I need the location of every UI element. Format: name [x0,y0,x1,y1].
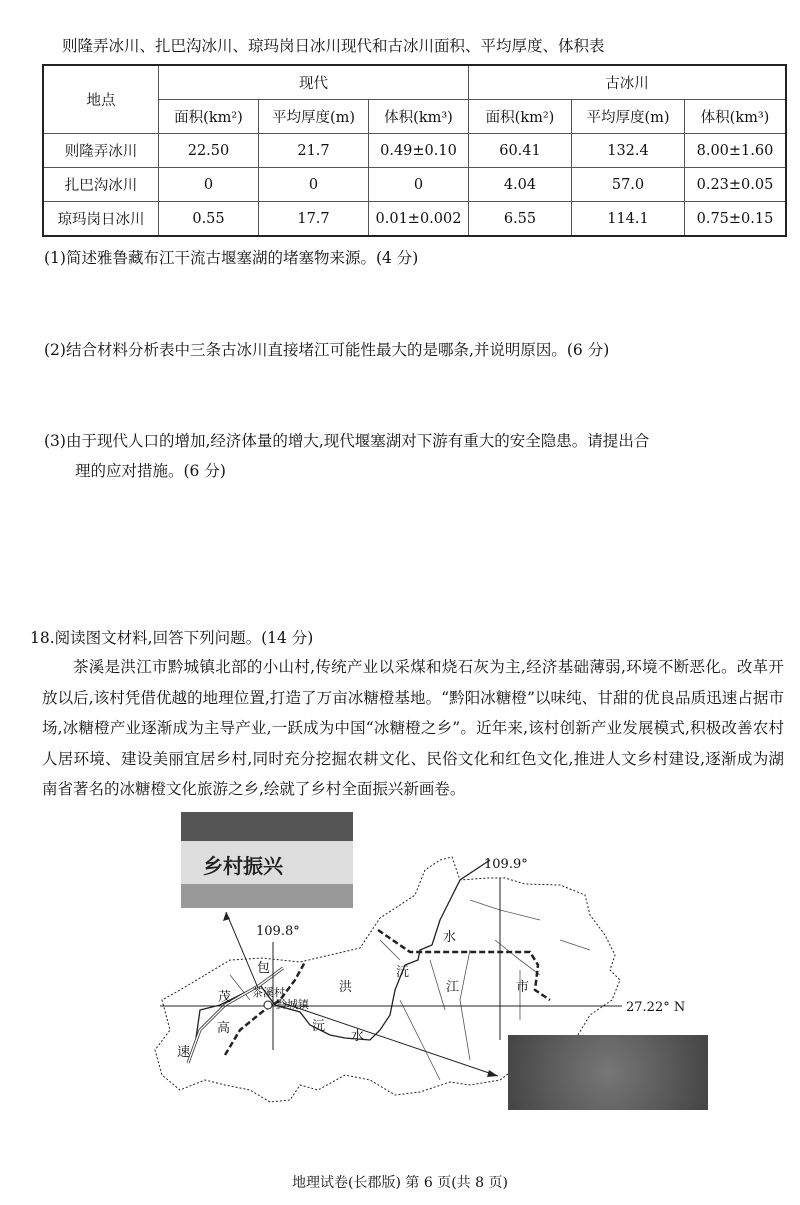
longitude-label-109-9: 109.9° [484,857,528,872]
subheader: 面积(km²) [469,100,572,134]
cell: 8.00±1.60 [685,134,787,168]
row-name: 琼玛岗日冰川 [43,202,159,237]
table-title: 则隆弄冰川、扎巴沟冰川、琼玛岗日冰川现代和古冰川面积、平均厚度、体积表 [62,37,605,55]
city-char: 洪 [339,980,353,995]
cell: 114.1 [572,202,685,237]
header-ancient: 古冰川 [469,65,787,100]
photo-orange-orchard [508,1035,708,1110]
row-name: 扎巴沟冰川 [43,168,159,202]
photo-rural-revitalization [181,812,353,908]
question-3-line2: 理的应对措施。(6 分) [75,462,226,480]
city-char: 江 [446,980,460,995]
cell: 0 [159,168,259,202]
cell: 0.01±0.002 [369,202,469,237]
cell: 0.75±0.15 [685,202,787,237]
village-label: 茶溪村 [252,986,285,999]
city-char: 市 [516,980,530,995]
town-marker [264,1001,272,1009]
expressway-char: 高 [217,1021,231,1036]
river-char: 水 [351,1029,365,1044]
cell: 0.55 [159,202,259,237]
header-location: 地点 [43,65,159,134]
town-label: 黔城镇 [276,998,309,1011]
subheader: 面积(km²) [159,100,259,134]
cell: 4.04 [469,168,572,202]
longitude-label-109-8: 109.8° [256,924,300,939]
photo-sign-text: 乡村振兴 [203,854,283,878]
cell: 57.0 [572,168,685,202]
question-18-heading: 18.阅读图文材料,回答下列问题。(14 分) [30,629,314,647]
subheader: 体积(km³) [685,100,787,134]
question-2: (2)结合材料分析表中三条古冰川直接堵江可能性最大的是哪条,并说明原因。(6 分) [44,341,610,359]
question-3-line1: (3)由于现代人口的增加,经济体量的增大,现代堰塞湖对下游有重大的安全隐患。请提出合 [44,432,650,450]
expressway-char: 速 [177,1045,191,1060]
cell: 22.50 [159,134,259,168]
cell: 21.7 [259,134,369,168]
river-char: 沅 [396,965,410,980]
subheader: 平均厚度(m) [259,100,369,134]
page-footer: 地理试卷(长郡版) 第 6 页(共 8 页) [292,1175,508,1191]
row-name: 则隆弄冰川 [43,134,159,168]
question-18-material: 茶溪是洪江市黔城镇北部的小山村,传统产业以采煤和烧石灰为主,经济基础薄弱,环境不断恶化。改革开放以后,该村凭借优越的地理位置,打造了万亩冰糖橙基地。“黔阳冰糖橙”以味纯、甘甜的优良品质迅速占据市场,冰糖橙产业逐渐成为主导产业,一跃成为中国“冰糖橙之乡”。近年来,该村创新产业发展模式,积极改善农村人居环境、建设美丽宜居乡村,同时充分挖掘农耕文化、民俗文化和红色文化,推进人文乡村建设,逐渐成为湖南省著名的冰糖橙文化旅游之乡,绘就了乡村全面振兴新画卷。 [42,658,784,799]
river-char: 水 [443,930,457,945]
cell: 0 [259,168,369,202]
cell: 0.23±0.05 [685,168,787,202]
cell: 132.4 [572,134,685,168]
cell: 0.49±0.10 [369,134,469,168]
expressway-char: 包 [257,961,271,976]
subheader: 体积(km³) [369,100,469,134]
latitude-label: 27.22° N [626,1000,686,1015]
river-char: 沅 [312,1019,326,1034]
cell: 0 [369,168,469,202]
subheader: 平均厚度(m) [572,100,685,134]
cell: 60.41 [469,134,572,168]
cell: 6.55 [469,202,572,237]
cell: 17.7 [259,202,369,237]
header-modern: 现代 [159,65,469,100]
expressway-char: 茂 [218,990,232,1005]
question-1: (1)简述雅鲁藏布江干流古堰塞湖的堵塞物来源。(4 分) [44,249,419,267]
